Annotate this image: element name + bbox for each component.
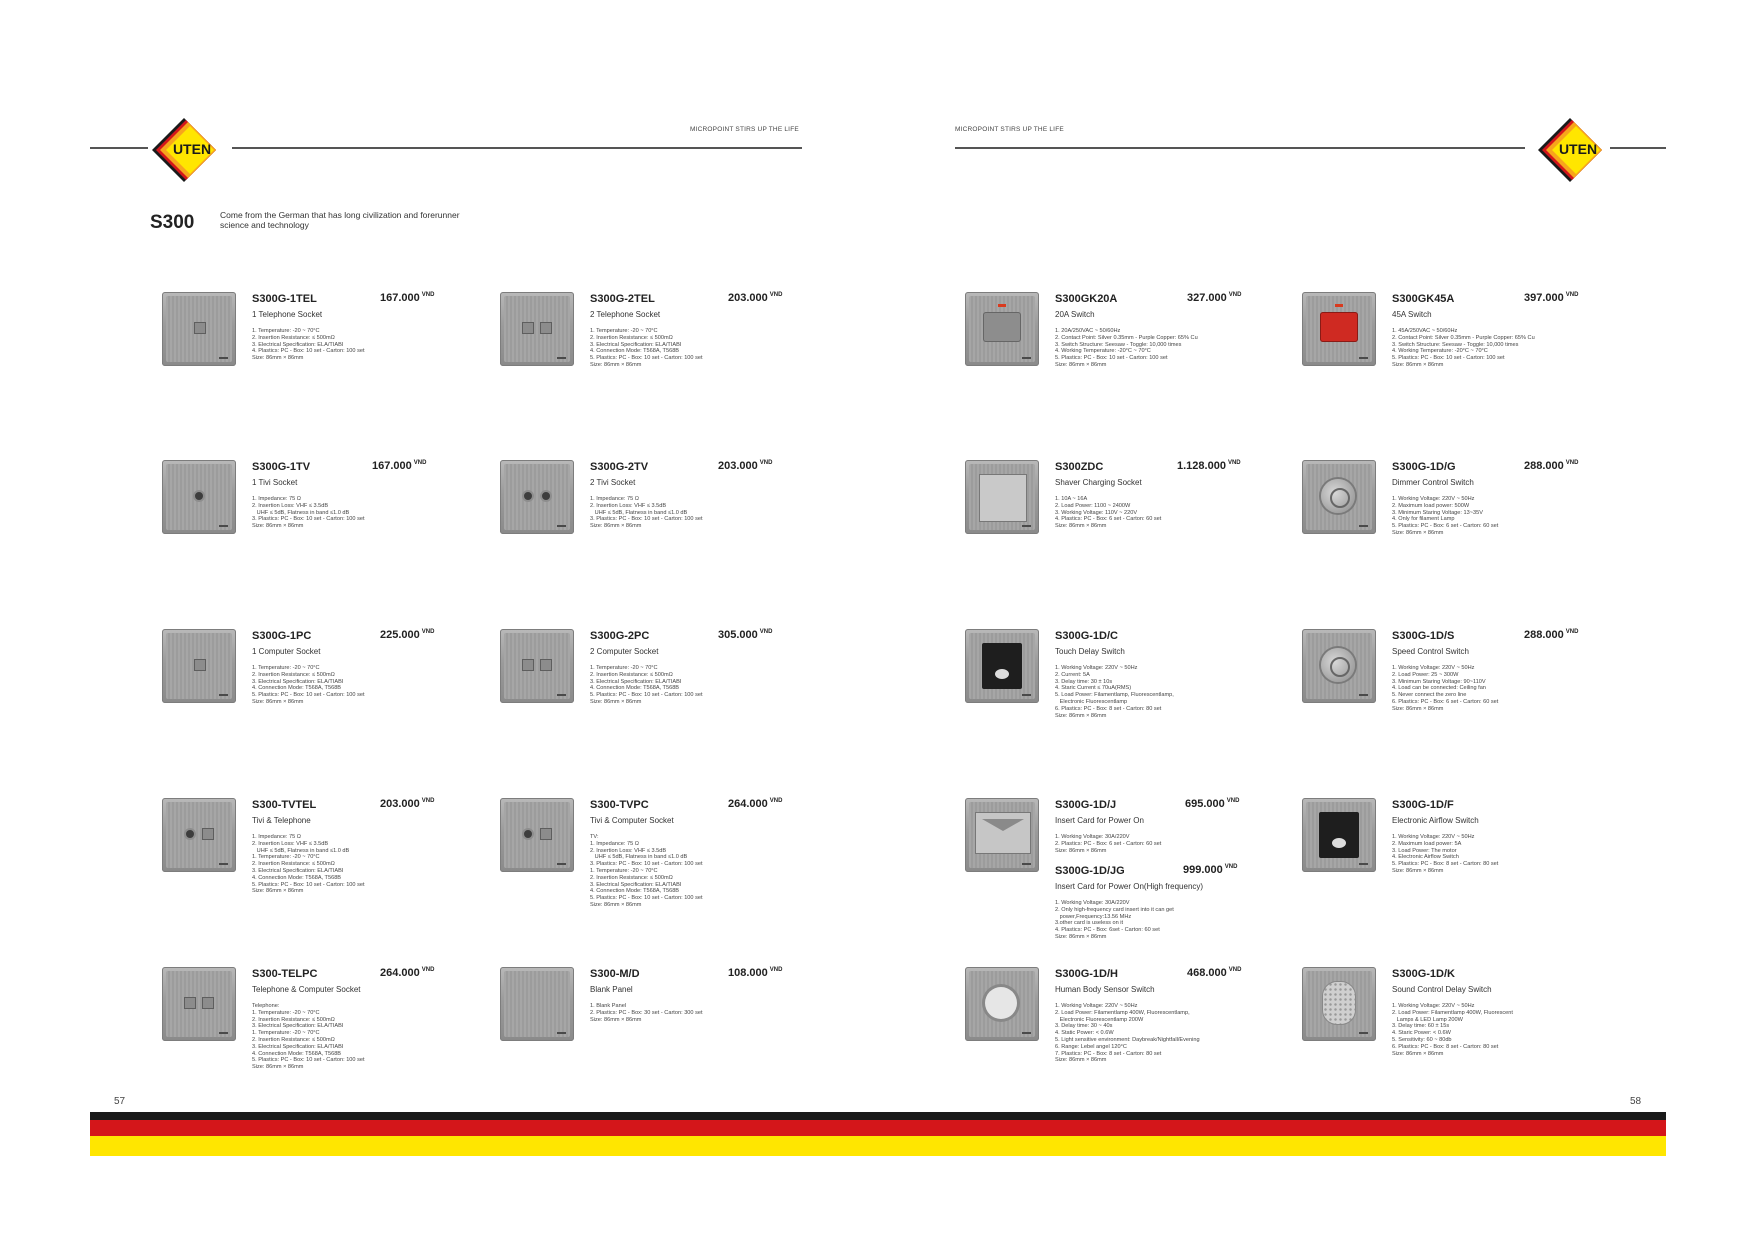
uten-logo-right [1536, 116, 1604, 184]
product-name: 45A Switch [1392, 310, 1432, 319]
price-currency: VND [759, 460, 773, 467]
product-price [1524, 629, 1578, 641]
brand-mark-icon [1022, 694, 1031, 696]
price-value: 203.000 [718, 460, 758, 472]
series-intro: Come from the German that has long civilization and forerunner science and technology [220, 210, 460, 230]
flag-stripe-yellow [90, 1136, 1666, 1156]
product-price [1187, 967, 1241, 979]
product-image [1302, 798, 1376, 872]
logo-text-left: UTEN [172, 141, 212, 157]
product-image [1302, 967, 1376, 1041]
product-price [718, 460, 772, 472]
product-name: 2 Telephone Socket [590, 310, 661, 319]
price-currency: VND [421, 967, 435, 974]
product-image [500, 798, 574, 872]
price-currency: VND [413, 460, 427, 467]
price-value: 305.000 [718, 629, 758, 641]
page-number-right: 58 [1630, 1096, 1642, 1107]
product-specs: 1. Working Voltage: 220V ~ 50Hz 2. Load Power: 25 ~ 300W 3. Minimum Staring Voltage: 90~110V 4. Load can be connected: Ceiling fan 5. Never connect the zero line 6. Plastics: PC - Box: 6 set - Carton: 60 set Size: 86mm × 86mm [1392, 665, 1499, 712]
coax-port-icon [193, 490, 205, 502]
price-value: 999.000 [1183, 864, 1223, 876]
product-code: S300-TVTEL [252, 799, 317, 811]
product-specs: 1. Working Voltage: 220V ~ 50Hz 2. Load Power: Filamentlamp 400W, Fluorescent Lamps & LED Lamp 200W 3. Delay time: 60 ± 15s 4. Staric Power: < 0.6W 5. Sensitivity: 60 ~ 80db 6. Plastics: PC - Box: 8 set - Carton: 80 set Size: 86mm × 86mm [1392, 1003, 1513, 1057]
product-specs: 1. 10A ~ 16A 2. Load Power: 1100 ~ 2400W 3. Working Voltage: 110V ~ 220V 4. Plastics: PC - Box: 6 set - Carton: 60 set Size: 86mm × 86mm [1055, 496, 1162, 530]
price-currency: VND [1228, 292, 1242, 299]
price-value: 167.000 [372, 460, 412, 472]
product-image [965, 629, 1039, 703]
product-price [1185, 798, 1239, 810]
product-price [1524, 292, 1578, 304]
product-specs: 1. Working Voltage: 220V ~ 50Hz 2. Current: 5A 3. Delay time: 30 ± 10s 4. Staric Current ≤ 70uA(RMS) 5. Load Power: Filamentlamp, Fluorescentlamp, Electronic Fluorescentlamp 6. Plastics: PC - Box: 8 set - Carton: 80 set Size: 86mm × 86mm [1055, 665, 1174, 719]
flag-stripe-red [90, 1120, 1666, 1136]
product-price [372, 460, 426, 472]
price-currency: VND [1226, 798, 1240, 805]
product-image [162, 967, 236, 1041]
faceplate [504, 971, 570, 1037]
product-code: S300ZDC [1055, 461, 1104, 473]
price-currency: VND [759, 629, 773, 636]
product-item [500, 292, 820, 452]
rocker-icon [983, 312, 1021, 342]
product-code: S300G-1D/JG [1055, 865, 1125, 877]
product-price [728, 292, 782, 304]
price-value: 203.000 [380, 798, 420, 810]
product-specs: 1. Working Voltage: 30A/220V 2. Plastics: PC - Box: 6 set - Carton: 60 set Size: 86mm × 86mm [1055, 834, 1162, 854]
price-currency: VND [1228, 967, 1242, 974]
product-item [1302, 292, 1622, 452]
product-name: Insert Card for Power On(High frequency) [1055, 882, 1204, 891]
product-item [500, 967, 820, 1127]
product-item [965, 629, 1285, 789]
product-item [162, 967, 482, 1127]
product-specs: 1. Temperature: -20 ~ 70°C 2. Insertion Resistance: ≤ 500mΩ 3. Electrical Specification: ELA/TIABI 4. Plastics: PC - Box: 10 set - Carton: 100 set Size: 86mm × 86mm [252, 328, 365, 362]
product-item [500, 798, 820, 958]
product-specs: 1. Impedance: 75 Ω 2. Insertion Loss: VHF ≤ 3.5dB UHF ≤ 5dB, Flatness in band ≤1.0 dB 3. Plastics: PC - Box: 10 set - Carton: 100 set Size: 86mm × 86mm [252, 496, 365, 530]
product-price [1187, 292, 1241, 304]
microphone-grille-icon [1323, 982, 1355, 1024]
product-code: S300G-1D/J [1055, 799, 1117, 811]
product-code: S300-TELPC [252, 968, 318, 980]
product-price [728, 967, 782, 979]
port-icon [194, 322, 206, 334]
product-image [965, 798, 1039, 872]
product-item [500, 460, 820, 620]
brand-mark-icon [219, 525, 228, 527]
product-price [380, 798, 434, 810]
price-value: 468.000 [1187, 967, 1227, 979]
product-specs: 1. 20A/250VAC ~ 50/60Hz 2. Contact Point: Silver 0.35mm - Purple Copper: 65% Cu 3. Switch Structure: Seesaw - Toggle: 10,000 times 4. Working Temperature: -20°C ~ 70°C 5. Plastics: PC - Box: 10 set - Carton: 100 set Size: 86mm × 86mm [1055, 328, 1198, 368]
product-code: S300G-1D/F [1392, 799, 1454, 811]
brand-mark-icon [219, 1032, 228, 1034]
product-price [1183, 864, 1237, 876]
product-code: S300-M/D [590, 968, 640, 980]
product-name: Insert Card for Power On [1055, 816, 1144, 825]
dial-knob-icon [1321, 648, 1355, 682]
product-specs: TV: 1. Impedance: 75 Ω 2. Insertion Loss: VHF ≤ 3.5dB UHF ≤ 5dB, Flatness in band ≤1.0 dB 3. Plastics: PC - Box: 10 set - Carton: 100 set 1. Temperature: -20 ~ 70°C 2. Insertion Resistance: ≤ 500mΩ 3. Electrical Specification: ELA/TIABI 4. Connection Mode: T568A, T568B 5. Plastics: PC - Box: 10 set - Carton: 100 set Size: 86mm × 86mm [590, 834, 703, 908]
product-code: S300G-1D/H [1055, 968, 1118, 980]
price-value: 225.000 [380, 629, 420, 641]
product-item [965, 460, 1285, 620]
price-value: 288.000 [1524, 460, 1564, 472]
product-name: Speed Control Switch [1392, 647, 1469, 656]
product-image [162, 798, 236, 872]
product-name: 2 Computer Socket [590, 647, 659, 656]
product-price [728, 798, 782, 810]
price-value: 397.000 [1524, 292, 1564, 304]
header-rule-right-b [1610, 147, 1666, 149]
product-item [162, 292, 482, 452]
port-icon [184, 997, 196, 1009]
price-value: 264.000 [728, 798, 768, 810]
shaver-socket-icon [979, 474, 1027, 522]
tagline-right: MICROPOINT STIRS UP THE LIFE [955, 126, 1064, 133]
faceplate [504, 464, 570, 530]
product-image [162, 629, 236, 703]
brand-mark-icon [1022, 1032, 1031, 1034]
product-image [965, 460, 1039, 534]
product-specs: 1. Impedance: 75 Ω 2. Insertion Loss: VHF ≤ 3.5dB UHF ≤ 5dB, Flatness in band ≤1.0 dB 3. Plastics: PC - Box: 10 set - Carton: 100 set Size: 86mm × 86mm [590, 496, 703, 530]
motion-sensor-icon [985, 987, 1017, 1019]
product-code: S300G-1D/C [1055, 630, 1118, 642]
product-image [162, 460, 236, 534]
brand-mark-icon [557, 694, 566, 696]
port-icon [202, 997, 214, 1009]
price-currency: VND [1565, 629, 1579, 636]
product-specs: Telephone: 1. Temperature: -20 ~ 70°C 2. Insertion Resistance: ≤ 500mΩ 3. Electrical Specification: ELA/TIABI 1. Temperature: -20 ~ 70°C 2. Insertion Resistance: ≤ 500mΩ 3. Electrical Specification: ELA/TIABI 4. Connection Mode: T568A, T568B 5. Plastics: PC - Box: 10 set - Carton: 100 set Size: 86mm × 86mm [252, 1003, 365, 1071]
product-specs: 1. Blank Panel 2. Plastics: PC - Box: 30 set - Carton: 300 set Size: 86mm × 86mm [590, 1003, 703, 1023]
brand-mark-icon [557, 863, 566, 865]
product-name: Sound Control Delay Switch [1392, 985, 1492, 994]
product-code: S300G-1D/S [1392, 630, 1455, 642]
port-icon [202, 828, 214, 840]
product-name: 1 Telephone Socket [252, 310, 323, 319]
product-name: Tivi & Computer Socket [590, 816, 674, 825]
price-value: 108.000 [728, 967, 768, 979]
product-item [1302, 798, 1622, 958]
product-price [380, 967, 434, 979]
header-rule-right-a [955, 147, 1525, 149]
coax-port-icon [184, 828, 196, 840]
uten-logo-left [150, 116, 218, 184]
indicator-lamp-icon [998, 304, 1006, 307]
product-image [1302, 629, 1376, 703]
price-currency: VND [1565, 460, 1579, 467]
brand-mark-icon [1359, 525, 1368, 527]
product-code: S300G-1PC [252, 630, 312, 642]
price-currency: VND [1227, 460, 1241, 467]
price-value: 288.000 [1524, 629, 1564, 641]
price-value: 1.128.000 [1177, 460, 1226, 472]
product-specs: 1. Temperature: -20 ~ 70°C 2. Insertion Resistance: ≤ 500mΩ 3. Electrical Specification: ELA/TIABI 4. Connection Mode: T568A, T568B 5. Plastics: PC - Box: 10 set - Carton: 100 set Size: 86mm × 86mm [590, 328, 703, 368]
port-icon [522, 659, 534, 671]
price-currency: VND [769, 798, 783, 805]
port-icon [540, 659, 552, 671]
brand-mark-icon [1022, 357, 1031, 359]
product-item [965, 292, 1285, 452]
product-item [162, 460, 482, 620]
product-price [380, 629, 434, 641]
port-icon [540, 322, 552, 334]
price-value: 264.000 [380, 967, 420, 979]
faceplate [166, 802, 232, 868]
price-value: 203.000 [728, 292, 768, 304]
product-image [500, 967, 574, 1041]
price-currency: VND [1565, 292, 1579, 299]
faceplate [504, 296, 570, 362]
price-currency: VND [421, 629, 435, 636]
brand-mark-icon [1359, 694, 1368, 696]
page-number-left: 57 [114, 1096, 126, 1107]
brand-mark-icon [219, 694, 228, 696]
product-specs: 1. Working Voltage: 220V ~ 50Hz 2. Load Power: Filamentlamp 400W, Fluorescentlamp, Electronic Fluorescentlamp 200W 3. Delay time: 30 ~ 40s 4. Static Power: < 0.6W 5. Light sensitive environment: Daybreak/Nightfall/Evening 6. Range: Lebel angel 120°C 7. Plastics: PC - Box: 8 set - Carton: 80 set Size: 86mm × 86mm [1055, 1003, 1200, 1064]
price-value: 167.000 [380, 292, 420, 304]
product-code: S300GK20A [1055, 293, 1118, 305]
product-code: S300G-1TEL [252, 293, 317, 305]
faceplate [504, 802, 570, 868]
product-name: 1 Tivi Socket [252, 478, 298, 487]
product-specs: 1. Temperature: -20 ~ 70°C 2. Insertion Resistance: ≤ 500mΩ 3. Electrical Specification: ELA/TIABI 4. Connection Mode: T568A, T568B 5. Plastics: PC - Box: 10 set - Carton: 100 set Size: 86mm × 86mm [590, 665, 703, 705]
product-price [380, 292, 434, 304]
port-icon [540, 828, 552, 840]
indicator-lamp-icon [1335, 304, 1343, 307]
product-specs: 1. 45A/250VAC ~ 50/60Hz 2. Contact Point: Silver 0.35mm - Purple Copper: 65% Cu 3. Switch Structure: Seesaw - Toggle: 10,000 times 4. Working Temperature: -20°C ~ 70°C 5. Plastics: PC - Box: 10 set - Carton: 100 set Size: 86mm × 86mm [1392, 328, 1535, 368]
price-value: 695.000 [1185, 798, 1225, 810]
faceplate [504, 633, 570, 699]
brand-mark-icon [219, 863, 228, 865]
product-price [718, 629, 772, 641]
header-rule-left-b [232, 147, 802, 149]
brand-mark-icon [1022, 525, 1031, 527]
product-item [965, 967, 1285, 1127]
product-item [162, 798, 482, 958]
product-image [500, 460, 574, 534]
port-icon [194, 659, 206, 671]
product-name: Tivi & Telephone [252, 816, 311, 825]
product-name: 20A Switch [1055, 310, 1095, 319]
product-code: S300-TVPC [590, 799, 649, 811]
product-item [1302, 629, 1622, 789]
product-code: S300GK45A [1392, 293, 1455, 305]
price-currency: VND [421, 292, 435, 299]
brand-mark-icon [1359, 357, 1368, 359]
brand-mark-icon [1359, 863, 1368, 865]
product-item [1302, 967, 1622, 1127]
product-item [162, 629, 482, 789]
brand-mark-icon [557, 1032, 566, 1034]
product-name: Electronic Airflow Switch [1392, 816, 1479, 825]
product-image [1302, 460, 1376, 534]
series-title: S300 [150, 212, 195, 233]
dial-knob-icon [1321, 479, 1355, 513]
tagline-left: MICROPOINT STIRS UP THE LIFE [690, 126, 799, 133]
product-name: Shaver Charging Socket [1055, 478, 1142, 487]
logo-text-right: UTEN [1558, 141, 1598, 157]
product-image [500, 292, 574, 366]
product-code: S300G-1D/K [1392, 968, 1455, 980]
price-value: 327.000 [1187, 292, 1227, 304]
product-name: Dimmer Control Switch [1392, 478, 1474, 487]
product-image [500, 629, 574, 703]
product-specs: 1. Working Voltage: 30A/220V 2. Only high-frequency card insert into it can get power,Frequency:13.56 MHz 3.other card is useless on it 4. Plastics: PC - Box: 6set - Carton: 60 set Size: 86mm × 86mm [1055, 900, 1174, 940]
faceplate [166, 971, 232, 1037]
price-currency: VND [769, 967, 783, 974]
touch-panel-icon [1319, 812, 1359, 858]
product-item [1302, 460, 1622, 620]
product-name: Human Body Sensor Switch [1055, 985, 1155, 994]
product-item [500, 629, 820, 789]
product-price [1524, 460, 1578, 472]
brand-mark-icon [1359, 1032, 1368, 1034]
price-currency: VND [421, 798, 435, 805]
product-specs: 1. Impedance: 75 Ω 2. Insertion Loss: VHF ≤ 3.5dB UHF ≤ 5dB, Flatness in band ≤1.0 dB 1. Temperature: -20 ~ 70°C 2. Insertion Resistance: ≤ 500mΩ 3. Electrical Specification: ELA/TIABI 4. Connection Mode: T568A, T568B 5. Plastics: PC - Box: 10 set - Carton: 100 set Size: 86mm × 86mm [252, 834, 365, 895]
product-image [965, 292, 1039, 366]
coax-port-icon [540, 490, 552, 502]
product-code: S300G-2TV [590, 461, 649, 473]
card-slot-icon [975, 812, 1031, 854]
brand-mark-icon [557, 357, 566, 359]
product-image [162, 292, 236, 366]
product-name: Blank Panel [590, 985, 633, 994]
product-code: S300G-1D/G [1392, 461, 1456, 473]
product-specs: 1. Working Voltage: 220V ~ 50Hz 2. Maximum load power: 5A 3. Load Power: The motor 4. Electronic Airflow Switch 5. Plastics: PC - Box: 8 set - Carton: 80 set Size: 86mm × 86mm [1392, 834, 1499, 874]
brand-mark-icon [219, 357, 228, 359]
price-currency: VND [769, 292, 783, 299]
port-icon [522, 322, 534, 334]
coax-port-icon [522, 828, 534, 840]
product-code: S300G-1TV [252, 461, 311, 473]
product-name: 2 Tivi Socket [590, 478, 636, 487]
header-rule-left-a [90, 147, 148, 149]
flag-stripe-black [90, 1112, 1666, 1120]
product-code: S300G-2TEL [590, 293, 655, 305]
brand-mark-icon [557, 525, 566, 527]
product-specs: 1. Working Voltage: 220V ~ 50Hz 2. Maximum load power: 500W 3. Minimum Staring Voltage: 13~35V 4. Only for filament Lamp 5. Plastics: PC - Box: 6 set - Carton: 60 set Size: 86mm × 86mm [1392, 496, 1499, 536]
product-price [1177, 460, 1241, 472]
product-name: Touch Delay Switch [1055, 647, 1125, 656]
price-currency: VND [1224, 864, 1238, 871]
product-image [1302, 292, 1376, 366]
coax-port-icon [522, 490, 534, 502]
touch-panel-icon [982, 643, 1022, 689]
product-image [965, 967, 1039, 1041]
red-rocker-icon [1320, 312, 1358, 342]
product-specs: 1. Temperature: -20 ~ 70°C 2. Insertion Resistance: ≤ 500mΩ 3. Electrical Specification: ELA/TIABI 4. Connection Mode: T568A, T568B 5. Plastics: PC - Box: 10 set - Carton: 100 set Size: 86mm × 86mm [252, 665, 365, 705]
product-name: 1 Computer Socket [252, 647, 321, 656]
product-code: S300G-2PC [590, 630, 650, 642]
product-name: Telephone & Computer Socket [252, 985, 361, 994]
